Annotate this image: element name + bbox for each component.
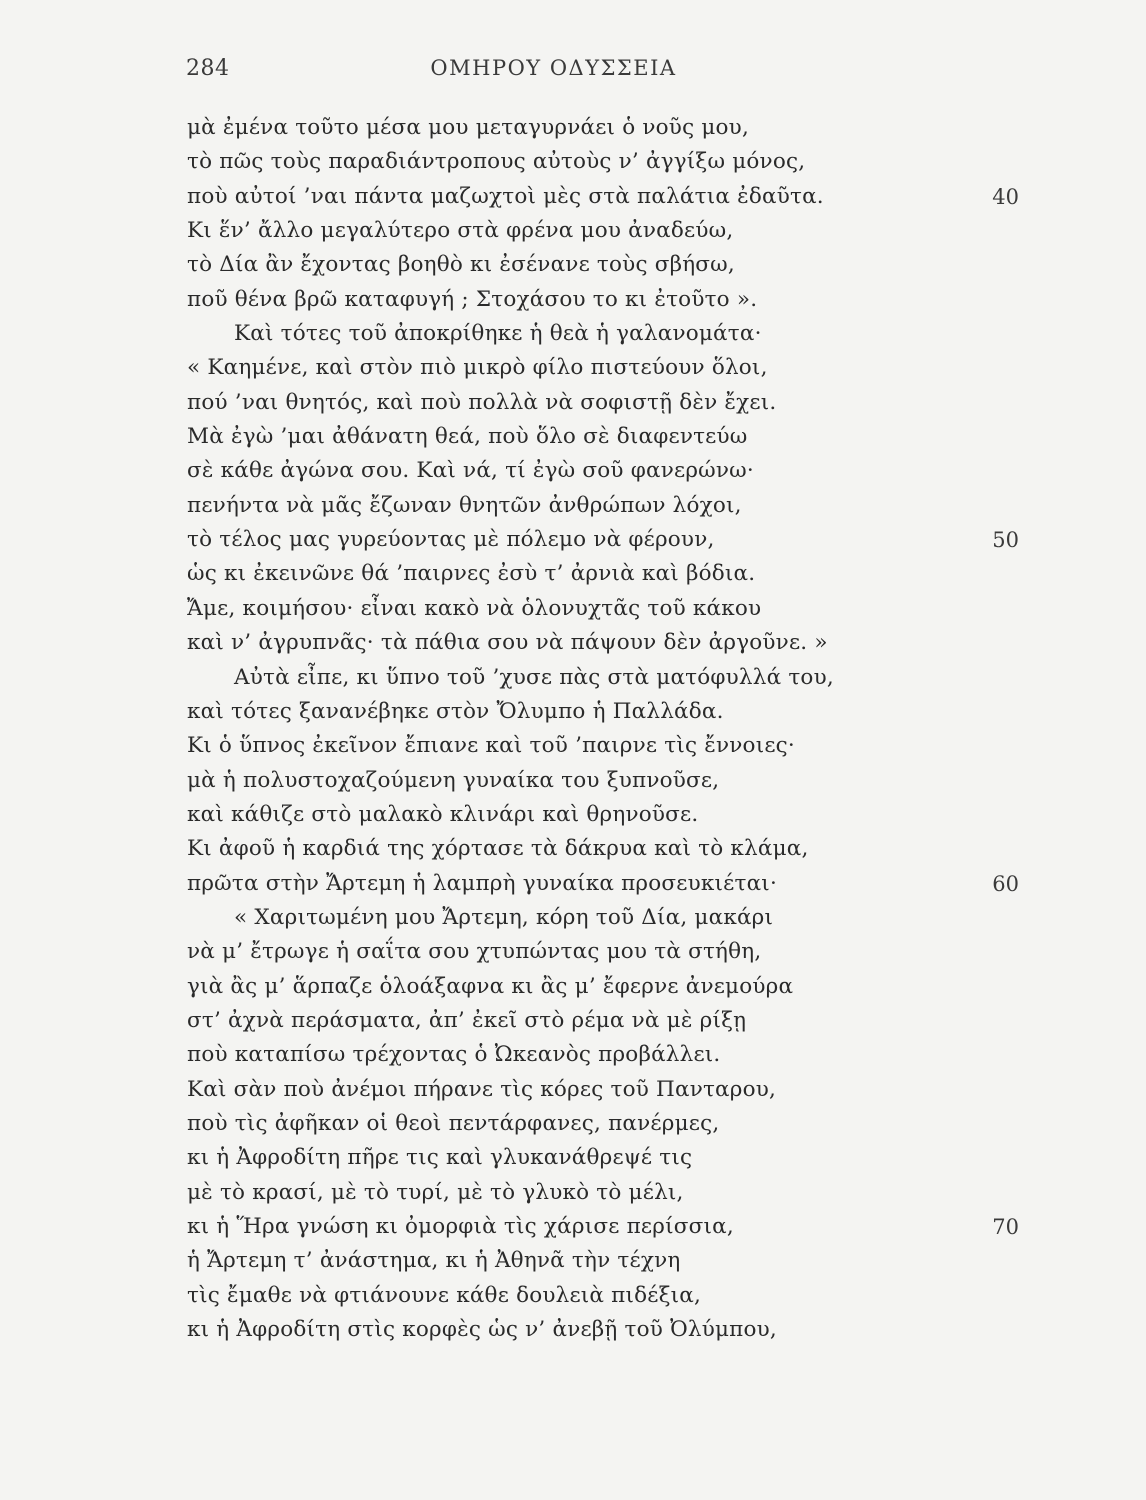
verse-line — [0, 420, 1146, 454]
verse-line — [0, 1038, 1146, 1072]
verse-line — [0, 798, 1146, 832]
line-number: 50 — [992, 528, 1019, 553]
verse-text: « Καημένε, καὶ στὸν πιὸ μικρὸ φίλο πιστεύουν ὅλοι, — [187, 355, 768, 381]
verse-text: καὶ ν’ ἀγρυπνᾶς· τὰ πάθια σου νὰ πάψουν δὲν ἀργοῦνε. » — [187, 630, 828, 656]
verse-line — [0, 317, 1146, 351]
verse-line — [0, 1244, 1146, 1278]
verse-line — [0, 283, 1146, 317]
verse-line — [0, 214, 1146, 248]
running-title: ΟΜΗΡΟΥ ΟΔΥΣΣΕΙΑ — [430, 56, 677, 80]
verse-text: Κι ὁ ὕπνος ἐκεῖνον ἔπιανε καὶ τοῦ ’παιρνε τὶς ἔννοιες· — [187, 733, 795, 759]
verse-line — [0, 111, 1146, 145]
verse-line — [0, 661, 1146, 695]
verse-text: μὰ ἡ πολυστοχαζούμενη γυναίκα του ξυπνοῦσε, — [187, 767, 720, 793]
verse-line — [0, 1141, 1146, 1175]
verse-line — [0, 592, 1146, 626]
verse-text: ποὺ τὶς ἀφῆκαν οἱ θεοὶ πεντάρφανες, πανέρμες, — [187, 1110, 720, 1136]
verse-line — [0, 248, 1146, 282]
verse-line — [0, 729, 1146, 763]
verse-text: καὶ τότες ξανανέβηκε στὸν Ὄλυμπο ἡ Παλλάδα. — [187, 698, 724, 724]
verse-text: ποὺ αὐτοί ’ναι πάντα μαζωχτοὶ μὲς στὰ παλάτια ἐδαῦτα. — [187, 183, 824, 209]
verse-line — [0, 1210, 1146, 1244]
verse-text: Αὐτὰ εἶπε, κι ὕπνο τοῦ ’χυσε πὰς στὰ ματόφυλλά του, — [234, 664, 834, 690]
verse-text: σὲ κάθε ἀγώνα σου. Καὶ νά, τί ἐγὼ σοῦ φανερώνω· — [187, 458, 754, 484]
verse-text: μὰ ἐμένα τοῦτο μέσα μου μεταγυρνάει ὁ νοῦς μου, — [187, 115, 749, 140]
verse-line — [0, 935, 1146, 969]
verse-text: στ’ ἀχνὰ περάσματα, ἀπ’ ἐκεῖ στὸ ρέμα νὰ μὲ ρίξῃ — [187, 1007, 747, 1033]
verse-text: κι ἡ Ἥρα γνώση κι ὀμορφιὰ τὶς χάρισε περίσσια, — [187, 1214, 734, 1239]
verse-text: Μὰ ἐγὼ ’μαι ἀθάνατη θεά, ποὺ ὅλο σὲ διαφεντεύω — [187, 424, 748, 450]
verse-line — [0, 523, 1146, 557]
verse-line — [0, 386, 1146, 420]
verse-line — [0, 970, 1146, 1004]
verse-line — [0, 832, 1146, 866]
page-header — [186, 56, 1036, 86]
verse-text: γιὰ ἂς μ’ ἅρπαζε ὁλοάξαφνα κι ἂς μ’ ἔφερνε ἀνεμούρα — [187, 973, 794, 999]
verse-text: νὰ μ’ ἔτρωγε ἡ σαΐτα σου χτυπώντας μου τὰ στήθη, — [187, 939, 762, 965]
verse-text: τὸ τέλος μας γυρεύοντας μὲ πόλεμο νὰ φέρουν, — [187, 527, 715, 553]
verse-line — [0, 489, 1146, 523]
verse-text: μὲ τὸ κρασί, μὲ τὸ τυρί, μὲ τὸ γλυκὸ τὸ μέλι, — [187, 1179, 684, 1205]
verse-line — [0, 557, 1146, 591]
verse-text: τὶς ἔμαθε νὰ φτιάνουνε κάθε δουλειὰ πιδέξια, — [187, 1282, 702, 1308]
verse-text: καὶ κάθιζε στὸ μαλακὸ κλινάρι καὶ θρηνοῦσε. — [187, 801, 699, 827]
verse-line — [0, 1107, 1146, 1141]
verse-text: πενήντα νὰ μᾶς ἔζωναν θνητῶν ἀνθρώπων λόχοι, — [187, 492, 742, 518]
line-number: 60 — [992, 871, 1019, 896]
verse-text: Καὶ σὰν ποὺ ἀνέμοι πήρανε τὶς κόρες τοῦ Πανταρου, — [187, 1076, 777, 1102]
verse-line — [0, 1176, 1146, 1210]
verse-line — [0, 454, 1146, 488]
verse-line — [0, 145, 1146, 179]
verse-line — [0, 695, 1146, 729]
verse-line — [0, 626, 1146, 660]
verse-line — [0, 1073, 1146, 1107]
verse-text: Κι ἕν’ ἄλλο μεγαλύτερο στὰ φρένα μου ἀναδεύω, — [187, 218, 734, 244]
verse-line — [0, 180, 1146, 214]
verse-line — [0, 867, 1146, 901]
line-number: 40 — [992, 184, 1019, 209]
verse-text: τὸ Δία ἂν ἔχοντας βοηθὸ κι ἐσένανε τοὺς σβήσω, — [187, 252, 735, 278]
verse-text: ὡς κι ἐκεινῶνε θά ’παιρνες ἐσὺ τ’ ἀρνιὰ καὶ βόδια. — [187, 561, 756, 587]
verse-text: « Χαριτωμένη μου Ἄρτεμη, κόρη τοῦ Δία, μακάρι — [234, 904, 774, 930]
verse-text: Κι ἀφοῦ ἡ καρδιά της χόρτασε τὰ δάκρυα καὶ τὸ κλάμα, — [187, 836, 809, 862]
verse-line — [0, 901, 1146, 935]
verse-text: ποῦ θένα βρῶ καταφυγή ; Στοχάσου το κι ἐτοῦτο ». — [187, 286, 758, 312]
verse-text: Ἄμε, κοιμήσου· εἶναι κακὸ νὰ ὁλονυχτᾶς τοῦ κάκου — [187, 595, 762, 621]
verse-block — [0, 111, 1146, 1347]
verse-text: κι ἡ Ἀφροδίτη στὶς κορφὲς ὡς ν’ ἀνεβῇ τοῦ Ὀλύμπου, — [187, 1317, 777, 1343]
verse-text: πρῶτα στὴν Ἄρτεμη ἡ λαμπρὴ γυναίκα προσευκιέται· — [187, 870, 777, 896]
verse-line — [0, 351, 1146, 385]
verse-text: ποὺ καταπίσω τρέχοντας ὁ Ὠκεανὸς προβάλλει. — [187, 1042, 721, 1068]
verse-line — [0, 1313, 1146, 1347]
verse-line — [0, 764, 1146, 798]
verse-line — [0, 1279, 1146, 1313]
page-number: 284 — [186, 56, 230, 81]
verse-line — [0, 1004, 1146, 1038]
verse-text: Καὶ τότες τοῦ ἀποκρίθηκε ἡ θεὰ ἡ γαλανομάτα· — [234, 321, 762, 347]
verse-text: ἡ Ἄρτεμη τ’ ἀνάστημα, κι ἡ Ἀθηνᾶ τὴν τέχνη — [187, 1248, 681, 1274]
verse-text: τὸ πῶς τοὺς παραδιάντροπους αὐτοὺς ν’ ἀγγίξω μόνος, — [187, 149, 806, 175]
verse-text: πού ’ναι θνητός, καὶ ποὺ πολλὰ νὰ σοφιστῇ δὲν ἔχει. — [187, 389, 777, 415]
verse-text: κι ἡ Ἀφροδίτη πῆρε τις καὶ γλυκανάθρεψέ τις — [187, 1145, 693, 1171]
line-number: 70 — [992, 1215, 1019, 1239]
